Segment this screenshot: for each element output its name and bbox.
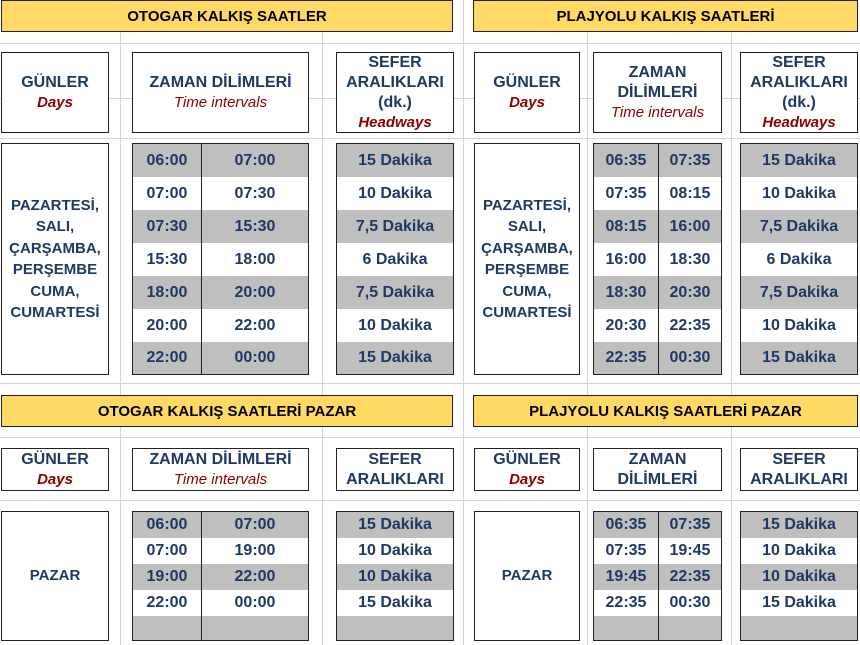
time-from-cell: 22:35 <box>594 342 658 374</box>
plajyolu-pazar-time-header <box>593 448 722 491</box>
time-to-cell: 07:35 <box>659 512 721 538</box>
time-from-cell: 07:35 <box>605 184 647 202</box>
time-to-cell: 07:30 <box>234 184 276 202</box>
headway-header-line2: ARALIKLARI <box>750 470 848 488</box>
time-header-line2: DİLİMLERİ <box>617 470 698 488</box>
time-header-label: ZAMAN DİLİMLERİ <box>149 73 292 91</box>
headway-cell: 10 Dakika <box>762 184 836 202</box>
days-header-english: Days <box>509 93 545 111</box>
otogar-days-header <box>1 52 109 133</box>
time-from-cell: 18:30 <box>594 276 658 309</box>
plajyolu-days-header <box>474 52 580 133</box>
time-to-cell: 22:00 <box>202 564 308 590</box>
headway-cell: 15 Dakika <box>358 594 432 611</box>
headway-cell: 10 Dakika <box>358 184 432 202</box>
day-label: ÇARŞAMBA, <box>9 239 101 257</box>
headway-cell: 10 Dakika <box>358 542 432 559</box>
time-header-english: Time intervals <box>173 93 268 111</box>
headway-header-line2: ARALIKLARI <box>750 73 848 91</box>
days-header-english: Days <box>37 470 73 488</box>
day-label: PERŞEMBE <box>484 261 570 278</box>
headway-cell: 7,5 Dakika <box>741 276 857 309</box>
plajyolu-time-header <box>593 52 722 133</box>
time-to-cell <box>659 616 721 640</box>
time-from-cell: 06:35 <box>594 144 658 177</box>
headway-header-line1: SEFER <box>772 450 826 468</box>
time-from-cell: 08:15 <box>594 210 658 243</box>
time-header-label: ZAMAN DİLİMLERİ <box>149 450 292 468</box>
headway-cell: 15 Dakika <box>337 512 453 538</box>
headway-cell: 10 Dakika <box>337 564 453 590</box>
time-from-cell: 19:00 <box>133 564 201 590</box>
days-header-label: GÜNLER <box>493 73 561 91</box>
time-from-cell: 22:00 <box>146 594 188 611</box>
time-to-cell: 22:00 <box>234 316 276 334</box>
plajyolu-pazar-time-table <box>593 511 722 641</box>
column-divider <box>201 144 202 374</box>
headway-cell: 15 Dakika <box>741 512 857 538</box>
time-from-cell: 07:30 <box>133 210 201 243</box>
headway-cell <box>337 616 453 640</box>
plajyolu-pazar-days-header <box>474 448 580 491</box>
time-to-cell: 07:35 <box>659 144 721 177</box>
day-label: SALI, <box>35 218 75 235</box>
headway-header-line2: ARALIKLARI <box>346 73 444 91</box>
time-from-cell <box>133 616 201 640</box>
time-header-english: Time intervals <box>610 103 705 121</box>
otogar-days-cell <box>1 143 109 375</box>
time-to-cell: 07:00 <box>202 512 308 538</box>
day-label: PAZARTESİ, <box>10 196 100 214</box>
otogar-title-banner <box>1 0 453 32</box>
headway-cell: 7,5 Dakika <box>741 210 857 243</box>
grid-line <box>463 0 464 645</box>
day-label: CUMA, <box>30 282 80 300</box>
time-from-cell: 06:00 <box>133 144 201 177</box>
headway-cell: 15 Dakika <box>337 342 453 374</box>
time-from-cell: 22:00 <box>133 342 201 374</box>
time-to-cell: 22:35 <box>669 316 711 334</box>
day-label: CUMARTESİ <box>10 304 100 321</box>
column-divider <box>658 512 659 640</box>
otogar-pazar-day-cell <box>1 511 109 641</box>
time-from-cell: 06:35 <box>594 512 658 538</box>
otogar-pazar-headway-header <box>336 448 454 491</box>
time-header-english: Time intervals <box>173 470 268 488</box>
otogar-pazar-time-header <box>132 448 309 491</box>
plajyolu-pazar-title: PLAJYOLU KALKIŞ SAATLERİ PAZAR <box>529 402 802 420</box>
headway-header-english: Headways <box>762 113 836 131</box>
otogar-headway-table <box>336 143 454 375</box>
otogar-pazar-title-banner <box>1 395 453 427</box>
headway-header-line1: SEFER <box>368 450 422 468</box>
otogar-pazar-time-table <box>132 511 309 641</box>
day-label: ÇARŞAMBA, <box>481 239 573 257</box>
time-to-cell: 19:00 <box>234 542 276 559</box>
headway-header-english: Headways <box>358 113 432 131</box>
days-header-english: Days <box>509 470 545 488</box>
plajyolu-pazar-headway-header <box>740 448 858 491</box>
day-label: CUMARTESİ <box>482 304 572 321</box>
time-to-cell: 00:00 <box>234 594 276 611</box>
time-from-cell: 07:00 <box>146 542 188 559</box>
headway-header-line1: SEFER <box>368 53 422 71</box>
time-from-cell: 07:00 <box>146 184 188 202</box>
day-label: PERŞEMBE <box>12 261 98 278</box>
plajyolu-title-banner <box>473 0 858 32</box>
time-to-cell: 00:30 <box>659 342 721 374</box>
otogar-pazar-headway-table <box>336 511 454 641</box>
time-to-cell: 20:30 <box>659 276 721 309</box>
grid-line <box>0 437 860 438</box>
time-from-cell: 18:00 <box>133 276 201 309</box>
time-from-cell: 20:30 <box>605 316 647 334</box>
column-divider <box>658 144 659 374</box>
day-label: CUMA, <box>502 282 552 300</box>
time-to-cell: 22:35 <box>659 564 721 590</box>
time-from-cell: 15:30 <box>146 250 188 268</box>
time-from-cell: 20:00 <box>146 316 188 334</box>
time-to-cell <box>202 616 308 640</box>
column-divider <box>201 512 202 640</box>
headway-header-line2: ARALIKLARI <box>346 470 444 488</box>
plajyolu-headway-table <box>740 143 858 375</box>
otogar-time-table <box>132 143 309 375</box>
headway-header-line1: SEFER <box>772 53 826 71</box>
headway-cell: 15 Dakika <box>741 342 857 374</box>
time-to-cell: 00:30 <box>669 594 711 611</box>
grid-line <box>587 0 588 645</box>
day-label: PAZARTESİ, <box>482 196 572 214</box>
grid-line <box>0 43 860 44</box>
time-to-cell: 20:00 <box>202 276 308 309</box>
time-to-cell: 19:45 <box>669 542 711 559</box>
headway-cell: 10 Dakika <box>741 564 857 590</box>
plajyolu-headway-header <box>740 52 858 133</box>
days-header-label: GÜNLER <box>21 450 89 468</box>
grid-line <box>0 383 860 384</box>
headway-cell: 10 Dakika <box>358 316 432 334</box>
plajyolu-pazar-day-cell <box>474 511 580 641</box>
time-from-cell: 16:00 <box>605 250 647 268</box>
grid-line <box>120 0 121 645</box>
plajyolu-pazar-title-banner <box>473 395 858 427</box>
headway-cell: 10 Dakika <box>762 316 836 334</box>
time-from-cell: 07:35 <box>605 542 647 559</box>
grid-line <box>0 500 860 501</box>
time-header-line1: ZAMAN <box>628 450 687 468</box>
time-to-cell: 00:00 <box>202 342 308 374</box>
headway-cell: 7,5 Dakika <box>337 210 453 243</box>
headway-cell: 10 Dakika <box>762 542 836 559</box>
headway-cell: 15 Dakika <box>762 594 836 611</box>
headway-cell: 15 Dakika <box>337 144 453 177</box>
headway-cell: 15 Dakika <box>741 144 857 177</box>
otogar-headway-header <box>336 52 454 133</box>
time-to-cell: 18:00 <box>234 250 276 268</box>
days-header-label: GÜNLER <box>493 450 561 468</box>
otogar-time-header <box>132 52 309 133</box>
time-header-line2: DİLİMLERİ <box>617 83 698 101</box>
plajyolu-days-cell <box>474 143 580 375</box>
plajyolu-title: PLAJYOLU KALKIŞ SAATLERİ <box>556 7 775 25</box>
days-header-label: GÜNLER <box>21 73 89 91</box>
grid-line <box>0 138 860 139</box>
otogar-pazar-title: OTOGAR KALKIŞ SAATLERİ PAZAR <box>97 402 357 420</box>
time-to-cell: 08:15 <box>669 184 711 202</box>
time-from-cell: 19:45 <box>594 564 658 590</box>
headway-cell: 6 Dakika <box>766 250 832 268</box>
headway-cell <box>741 616 857 640</box>
time-to-cell: 15:30 <box>202 210 308 243</box>
grid-line <box>322 0 323 645</box>
day-label: SALI, <box>507 218 547 235</box>
day-label: PAZAR <box>29 567 81 585</box>
headway-cell: 6 Dakika <box>362 250 428 268</box>
plajyolu-pazar-headway-table <box>740 511 858 641</box>
time-header-line1: ZAMAN <box>628 63 687 81</box>
plajyolu-time-table <box>593 143 722 375</box>
headway-header-line3: (dk.) <box>782 93 816 111</box>
time-to-cell: 18:30 <box>669 250 711 268</box>
headway-cell: 7,5 Dakika <box>337 276 453 309</box>
time-to-cell: 16:00 <box>659 210 721 243</box>
headway-header-line3: (dk.) <box>378 93 412 111</box>
time-from-cell: 06:00 <box>133 512 201 538</box>
day-label: PAZAR <box>501 567 553 585</box>
otogar-pazar-days-header <box>1 448 109 491</box>
days-header-english: Days <box>37 93 73 111</box>
otogar-title: OTOGAR KALKIŞ SAATLER <box>127 7 327 25</box>
time-from-cell: 22:35 <box>605 594 647 611</box>
time-from-cell <box>594 616 658 640</box>
time-to-cell: 07:00 <box>202 144 308 177</box>
grid-line <box>731 0 732 645</box>
